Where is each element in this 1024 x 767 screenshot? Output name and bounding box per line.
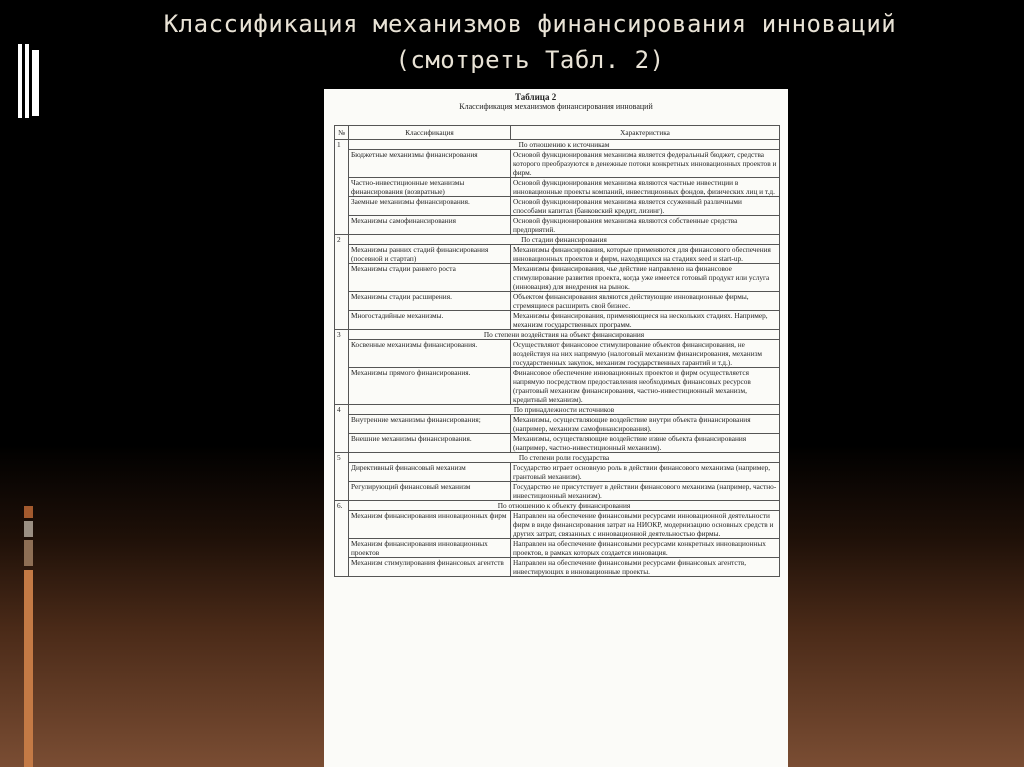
section-number: 1 [335, 140, 349, 235]
table-row [335, 150, 780, 178]
scanned-table-document [324, 89, 788, 767]
decorative-bars-top [18, 44, 40, 118]
mechanism-description: Механизмы, осуществляющие воздействие внутри объекта финансирования (например, механизм самофинансирования). [511, 415, 780, 434]
mechanism-description: Основой функционирования механизма являются частные инвестиции в инновационные проекты компаний, инвестиционных фондов, физических лиц и т.д. [511, 178, 780, 197]
mechanism-description: Основой функционирования механизма являются собственные средства предприятий. [511, 216, 780, 235]
table-row [335, 264, 780, 292]
table-row [335, 311, 780, 330]
table-row [335, 340, 780, 368]
section-title: По стадии финансирования [349, 235, 780, 245]
table-row [335, 368, 780, 405]
table-header-row [335, 126, 780, 140]
section-title: По степени воздействия на объект финансирования [349, 330, 780, 340]
slide-title-line2: (смотреть Табл. 2) [395, 46, 665, 74]
section-row [335, 405, 780, 415]
mechanism-name: Косвенные механизмы финансирования. [349, 340, 511, 368]
mechanism-description: Государство не присутствует в действии финансового механизма (например, частно-инвестиционный механизм). [511, 482, 780, 501]
mechanism-description: Направлен на обеспечение финансовыми ресурсами инновационной деятельности фирм в виде финансирования затрат на НИОКР, модернизацию основных средств и других затрат, связанных с инновационной деятельностью фирмы. [511, 511, 780, 539]
section-title: По отношению к источникам [349, 140, 780, 150]
mechanism-name: Механизм финансирования инновационных проектов [349, 539, 511, 558]
table-row [335, 434, 780, 453]
section-title: По отношению к объекту финансирования [349, 501, 780, 511]
mechanism-description: Направлен на обеспечение финансовыми ресурсами конкретных инновационных проектов, в рамках которых создается инновация. [511, 539, 780, 558]
classification-table [334, 125, 780, 577]
mechanism-name: Внутренние механизмы финансирования; [349, 415, 511, 434]
mechanism-description: Механизмы финансирования, применяющиеся на нескольких стадиях. Например, механизм государственных программ. [511, 311, 780, 330]
mechanism-name: Механизмы прямого финансирования. [349, 368, 511, 405]
section-number: 4 [335, 405, 349, 453]
mechanism-description: Механизмы финансирования, чье действие направлено на финансовое стимулирование развития проекта, когда уже имеется готовый продукт или услуга (инновация) для внедрения на рынок. [511, 264, 780, 292]
table-row [335, 245, 780, 264]
table-row [335, 463, 780, 482]
table-label: Таблица 2 [515, 92, 557, 102]
table-row [335, 482, 780, 501]
header-number: № [335, 126, 349, 140]
section-title: По степени роли государства [349, 453, 780, 463]
mechanism-name: Механизмы стадии расширения. [349, 292, 511, 311]
mechanism-name: Механизмы самофинансирования [349, 216, 511, 235]
mechanism-description: Механизмы, осуществляющие воздействие извне объекта финансирования (например, частно-инвестиционный механизм). [511, 434, 780, 453]
mechanism-description: Государство играет основную роль в действии финансового механизма (например, грантовый механизм). [511, 463, 780, 482]
mechanism-name: Механизмы стадии раннего роста [349, 264, 511, 292]
mechanism-description: Основой функционирования механизма является ссуженный различными способами капитал (банковский кредит, лизинг). [511, 197, 780, 216]
mechanism-description: Объектом финансирования являются действующие инновационные фирмы, стремящиеся расширить свой бизнес. [511, 292, 780, 311]
decorative-bars-bottom [24, 506, 38, 767]
mechanism-description: Осуществляют финансовое стимулирование объектов финансирования, не воздействуя на них напрямую (налоговый механизм финансирования, механизм государственных закупок, механизм государственных гарантий и т.д.). [511, 340, 780, 368]
table-row [335, 197, 780, 216]
mechanism-description: Направлен на обеспечение финансовыми ресурсами финансовых агентств, инвестирующих в инновационные проекты. [511, 558, 780, 577]
mechanism-name: Механизмы ранних стадий финансирования (посевной и стартап) [349, 245, 511, 264]
mechanism-description: Механизмы финансирования, которые применяются для финансового обеспечения инновационных проектов и фирм, находящихся на стадиях seed и start-up. [511, 245, 780, 264]
section-row [335, 453, 780, 463]
section-title: По принадлежности источников [349, 405, 780, 415]
mechanism-name: Заемные механизмы финансирования. [349, 197, 511, 216]
table-row [335, 216, 780, 235]
mechanism-name: Механизм финансирования инновационных фирм [349, 511, 511, 539]
table-row [335, 415, 780, 434]
section-number: 6. [335, 501, 349, 577]
table-row [335, 292, 780, 311]
section-number: 3 [335, 330, 349, 405]
table-row [335, 511, 780, 539]
mechanism-name: Регулирующий финансовый механизм [349, 482, 511, 501]
mechanism-name: Многостадийные механизмы. [349, 311, 511, 330]
slide-title [60, 6, 1000, 78]
mechanism-description: Финансовое обеспечение инновационных проектов и фирм осуществляется напрямую посредством предоставления необходимых финансовых ресурсов (грантовый механизм финансирования, частно-инвестиционный механизм, кредитный механизм). [511, 368, 780, 405]
table-row [335, 178, 780, 197]
mechanism-name: Механизм стимулирования финансовых агентств [349, 558, 511, 577]
table-row [335, 558, 780, 577]
header-classification: Классификация [349, 126, 511, 140]
mechanism-description: Основой функционирования механизма является федеральный бюджет, средства которого преобразуются в денежные потоки конкретных инновационных проектов и фирм. [511, 150, 780, 178]
mechanism-name: Бюджетные механизмы финансирования [349, 150, 511, 178]
section-number: 5 [335, 453, 349, 501]
section-row [335, 330, 780, 340]
section-row [335, 140, 780, 150]
section-row [335, 501, 780, 511]
mechanism-name: Частно-инвестиционные механизмы финансирования (возвратные) [349, 178, 511, 197]
header-characteristic: Характеристика [511, 126, 780, 140]
section-number: 2 [335, 235, 349, 330]
mechanism-name: Директивный финансовый механизм [349, 463, 511, 482]
table-row [335, 539, 780, 558]
table-caption: Классификация механизмов финансирования инноваций [459, 102, 653, 111]
mechanism-name: Внешние механизмы финансирования. [349, 434, 511, 453]
table-body [335, 140, 780, 577]
slide-title-line1: Классификация механизмов финансирования инноваций [163, 10, 897, 38]
section-row [335, 235, 780, 245]
